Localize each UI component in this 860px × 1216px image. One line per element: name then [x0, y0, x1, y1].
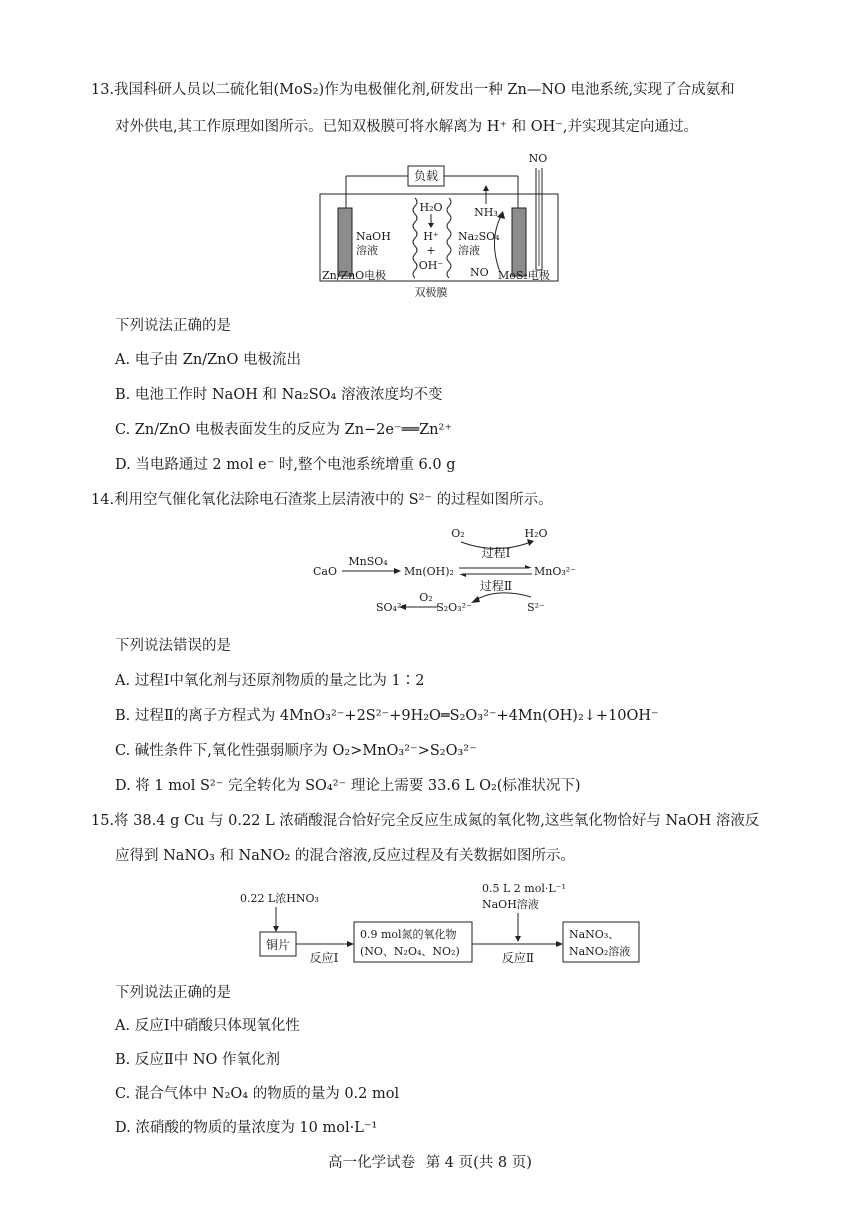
footer-page-number: 第 4 页(共 8 页) — [425, 1155, 532, 1171]
q14-o2-top-label: O₂ — [451, 527, 465, 540]
q15-flow-diagram — [236, 880, 646, 970]
q15-option-c: C. 混合气体中 N₂O₄ 的物质的量为 0.2 mol — [115, 1086, 400, 1102]
q15-naoh-line2: NaOH溶液 — [482, 898, 539, 911]
q15-naoh-line1: 0.5 L 2 mol·L⁻¹ — [482, 882, 566, 895]
q13-load-label: 负载 — [413, 169, 439, 183]
q14-s2o3-label: S₂O₃²⁻ — [436, 601, 472, 614]
q13-oh-minus-label: OH⁻ — [418, 259, 444, 272]
q14-option-a: A. 过程Ⅰ中氧化剂与还原剂物质的量之比为 1∶2 — [115, 673, 425, 689]
q14-so4-label: SO₄²⁻ — [376, 601, 408, 614]
q14-process1-label: 过程Ⅰ — [481, 546, 511, 560]
q15-copper-label: 铜片 — [265, 938, 291, 952]
q14-mnoh2-label: Mn(OH)₂ — [404, 565, 454, 578]
q15-option-b: B. 反应Ⅱ中 NO 作氧化剂 — [115, 1052, 281, 1068]
q13-option-a: A. 电子由 Zn/ZnO 电极流出 — [115, 352, 302, 368]
q15-hno3-label: 0.22 L浓HNO₃ — [240, 892, 319, 905]
q14-cao-label: CaO — [313, 565, 337, 578]
q15-product-line1: NaNO₃、 — [569, 928, 620, 941]
q14-o2-bottom-label: O₂ — [419, 591, 433, 604]
q13-na2so4-label: Na₂SO₄ — [458, 230, 500, 243]
q14-mnso4-label: MnSO₄ — [348, 555, 388, 568]
q13-membrane-left — [413, 198, 417, 278]
q13-option-b: B. 电池工作时 NaOH 和 Na₂SO₄ 溶液浓度均不变 — [115, 387, 443, 403]
q15-reaction1-label: 反应Ⅰ — [309, 951, 339, 965]
q13-nh3-label: NH₃ — [474, 206, 498, 219]
q13-stem: 下列说法正确的是 — [115, 318, 231, 334]
q15-text-line1: 15.将 38.4 g Cu 与 0.22 L 浓硝酸混合恰好完全反应生成氮的氧化物,这些氧化物恰好与 NaOH 溶液反 — [91, 813, 760, 829]
q14-mno3-label: MnO₃²⁻ — [534, 565, 576, 578]
q15-oxides-line1: 0.9 mol氮的氧化物 — [360, 928, 457, 941]
q13-text-line1: 13.我国科研人员以二硫化钼(MoS₂)作为电极催化剂,研发出一种 Zn—NO 电池系统,实现了合成氨和 — [91, 82, 735, 98]
q15-oxides-line2: (NO、N₂O₄、NO₂) — [360, 945, 460, 958]
q15-product-line2: NaNO₂溶液 — [569, 945, 631, 958]
q14-h2o-top-label: H₂O — [524, 527, 548, 540]
q14-option-c: C. 碱性条件下,氧化性强弱顺序为 O₂>MnO₃²⁻>S₂O₃²⁻ — [115, 743, 477, 759]
q13-zn-electrode-label: Zn/ZnO电极 — [322, 269, 387, 282]
q15-reaction2-label: 反应Ⅱ — [501, 951, 535, 965]
q14-s2-label: S²⁻ — [527, 601, 545, 614]
q13-right-solution-label: 溶液 — [458, 244, 480, 257]
q13-option-d: D. 当电路通过 2 mol e⁻ 时,整个电池系统增重 6.0 g — [115, 457, 456, 473]
footer-subject: 高一化学试卷 — [328, 1155, 416, 1171]
q13-naoh-label: NaOH — [356, 230, 391, 243]
q13-plus-label: + — [426, 244, 436, 257]
q13-zn-electrode — [338, 208, 352, 276]
q13-membrane-right — [447, 198, 451, 278]
page-footer — [0, 1151, 860, 1172]
q15-option-d: D. 浓硝酸的物质的量浓度为 10 mol·L⁻¹ — [115, 1120, 378, 1136]
q13-text-line2: 对外供电,其工作原理如图所示。已知双极膜可将水解离为 H⁺ 和 OH⁻,并实现其定向通过。 — [115, 119, 699, 135]
q13-mos2-electrode-label: MoS₂电极 — [498, 269, 550, 282]
q13-mos2-electrode — [512, 208, 526, 276]
q13-no-bottom-label: NO — [470, 266, 489, 279]
q13-left-solution-label: 溶液 — [356, 244, 378, 257]
q14-process-diagram — [306, 523, 576, 618]
q13-h-plus-label: H⁺ — [423, 230, 439, 243]
q15-text-line2: 应得到 NaNO₃ 和 NaNO₂ 的混合溶液,反应过程及有关数据如图所示。 — [115, 848, 575, 864]
q14-process2-label: 过程Ⅱ — [479, 579, 513, 593]
q14-option-d: D. 将 1 mol S²⁻ 完全转化为 SO₄²⁻ 理论上需要 33.6 L O₂(标准状况下) — [115, 778, 581, 794]
q14-stem: 下列说法错误的是 — [115, 638, 231, 654]
q14-text-line1: 14.利用空气催化氧化法除电石渣浆上层清液中的 S²⁻ 的过程如图所示。 — [91, 492, 553, 508]
q14-option-b: B. 过程Ⅱ的离子方程式为 4MnO₃²⁻+2S²⁻+9H₂O═S₂O₃²⁻+4Mn(OH)₂↓+10OH⁻ — [115, 708, 659, 724]
q13-option-c: C. Zn/ZnO 电极表面发生的反应为 Zn−2e⁻══Zn²⁺ — [115, 422, 452, 438]
q13-bipolar-membrane-label: 双极膜 — [414, 286, 448, 299]
q15-stem: 下列说法正确的是 — [115, 985, 231, 1001]
q13-curved-arrow — [494, 214, 502, 272]
q13-no-top-label: NO — [528, 152, 548, 165]
q13-h2o-label: H₂O — [419, 201, 443, 214]
q15-option-a: A. 反应Ⅰ中硝酸只体现氧化性 — [115, 1018, 300, 1034]
q13-battery-diagram — [310, 148, 570, 303]
